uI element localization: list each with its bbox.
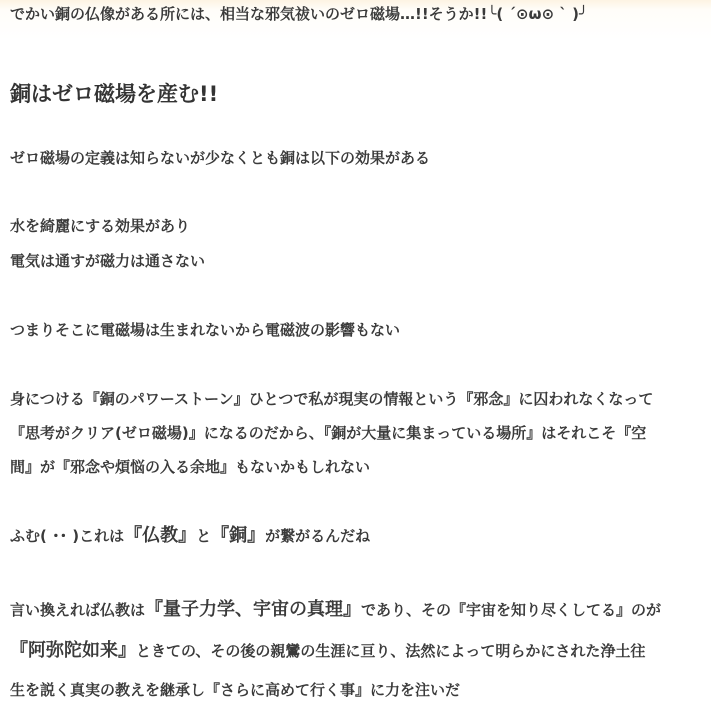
emphasis-buddhism: 『仏教』 bbox=[124, 525, 197, 546]
paragraph-water-effect: 水を綺麗にする効果があり bbox=[10, 217, 191, 235]
text-segment: ときての、その後の親鸞の生涯に亘り、法然によって明らかにされた浄土往 bbox=[136, 642, 646, 660]
emphasis-copper: 『銅』 bbox=[211, 525, 266, 546]
emphasis-quantum: 『量子力学、宇宙の真理』 bbox=[145, 599, 362, 620]
text-segment: と bbox=[196, 527, 212, 545]
text-segment: ふむ( ･･ )これは bbox=[10, 527, 125, 545]
paragraph-quantum-2 bbox=[10, 641, 645, 661]
emphasis-amida: 『阿弥陀如来』 bbox=[10, 640, 136, 661]
text-segment: であり、その『宇宙を知り尽くしてる』のが bbox=[361, 601, 662, 619]
paragraph-electromagnetic: つまりそこに電磁場は生まれないから電磁波の影響もない bbox=[10, 321, 401, 339]
text-segment: が繋がるんだね bbox=[265, 527, 371, 545]
paragraph-buddhism-copper bbox=[10, 526, 370, 546]
paragraph-definition: ゼロ磁場の定義は知らないが少なくとも銅は以下の効果がある bbox=[10, 149, 431, 167]
paragraph-power-stone-3: 間』が『邪念や煩悩の入る余地』もないかもしれない bbox=[10, 458, 371, 476]
paragraph-electric-effect: 電気は通すが磁力は通さない bbox=[10, 252, 206, 270]
paragraph-quantum-1 bbox=[10, 600, 661, 620]
intro-line: でかい銅の仏像がある所には、相当な邪気祓いのゼロ磁場…!!そうか!!╰( ´⊙ω⊙ ` )╯ bbox=[10, 5, 588, 23]
paragraph-power-stone-1: 身につける『銅のパワーストーン』ひとつで私が現実の情報という『邪念』に囚われなくなって bbox=[10, 390, 654, 408]
text-segment: 言い換えれば仏教は bbox=[10, 601, 146, 619]
section-heading: 銅はゼロ磁場を産む!! bbox=[10, 82, 219, 106]
paragraph-power-stone-2: 『思考がクリア(ゼロ磁場)』になるのだから、『銅が大量に集まっている場所』はそれこそ『空 bbox=[10, 424, 647, 442]
paragraph-quantum-3: 生を説く真実の教えを継承し『さらに高めて行く事』に力を注いだ bbox=[10, 681, 461, 699]
